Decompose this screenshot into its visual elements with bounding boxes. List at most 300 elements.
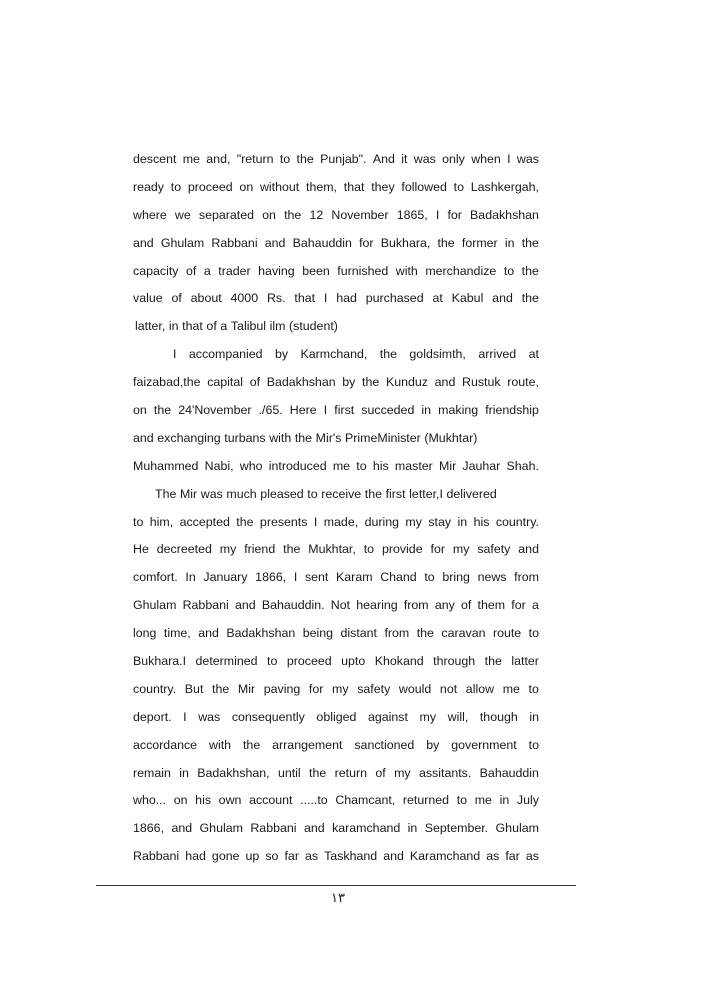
word: the	[212, 681, 230, 696]
word: me	[332, 458, 351, 473]
footer-rule	[96, 885, 576, 886]
word: Ghulam	[199, 821, 243, 836]
word: proceed	[187, 179, 233, 194]
word: descent	[133, 152, 177, 166]
word: making	[438, 403, 479, 418]
word: had	[185, 849, 206, 864]
word: the	[379, 347, 397, 362]
word: will,	[447, 709, 469, 724]
word: Rs.	[266, 291, 286, 306]
word: the	[437, 235, 455, 250]
word: Muhammed	[133, 458, 199, 473]
word: consequently	[231, 709, 305, 724]
word: Bukhara.I	[133, 654, 187, 669]
word: friendship	[485, 403, 539, 418]
text-line	[133, 372, 539, 400]
word: in	[529, 709, 539, 724]
word: former	[461, 235, 498, 250]
word: Mukhtar,	[308, 542, 356, 557]
word: where	[133, 207, 167, 222]
word: of	[375, 765, 386, 780]
text-line	[133, 818, 539, 846]
word: Here	[289, 403, 317, 418]
word: on	[133, 403, 147, 418]
word: the	[362, 375, 380, 390]
word: 1866,	[255, 570, 287, 585]
word: in	[179, 765, 189, 780]
word: Taskhand	[324, 849, 378, 864]
word: that	[343, 179, 365, 194]
text-line	[133, 400, 539, 428]
word: and	[171, 821, 193, 836]
word: delivered	[446, 486, 497, 501]
word: "return	[236, 152, 274, 166]
word: proceed	[286, 654, 332, 669]
word: friend	[244, 542, 276, 557]
word: pleased	[260, 486, 304, 501]
word: for	[447, 207, 462, 222]
word: Badakhshan	[266, 375, 336, 390]
word: with	[395, 263, 418, 278]
word: my	[394, 765, 411, 780]
word: through	[433, 654, 476, 669]
word: the	[309, 765, 327, 780]
word: capital	[207, 375, 244, 390]
word: to	[528, 737, 539, 752]
word: Jauhar	[462, 458, 501, 473]
word: distant	[340, 626, 377, 641]
word: on	[262, 207, 276, 222]
word: Mir	[237, 681, 256, 696]
word: Karam	[336, 570, 373, 585]
text-line	[133, 484, 539, 512]
word: for	[511, 598, 526, 613]
word: by	[342, 375, 356, 390]
word: arrived	[478, 347, 517, 362]
word: much	[226, 486, 257, 501]
text-line	[133, 205, 539, 233]
word: them	[477, 598, 506, 613]
word: In	[185, 570, 196, 585]
text-line	[133, 707, 539, 735]
word: Lashkergah,	[470, 179, 539, 194]
word: Karmchand,	[300, 347, 368, 362]
word: being	[302, 626, 334, 641]
word: ilm	[269, 319, 286, 334]
word: account	[249, 793, 293, 808]
word: I	[323, 403, 328, 418]
word: to	[307, 486, 318, 501]
word: on	[239, 179, 254, 194]
word: it	[401, 152, 408, 166]
word: Talibul	[230, 319, 266, 334]
text-line	[133, 790, 539, 818]
word: to	[356, 458, 367, 473]
word: sanctioned	[354, 737, 415, 752]
word: of	[185, 263, 197, 278]
text-line	[133, 316, 539, 344]
word: his	[195, 793, 212, 808]
word: purchased	[365, 291, 424, 306]
word: country.	[133, 681, 177, 696]
word: of	[171, 291, 182, 306]
word: in	[421, 403, 432, 418]
word: The	[155, 486, 177, 501]
word: with	[209, 737, 232, 752]
word: I	[435, 207, 440, 222]
word: for	[308, 681, 324, 696]
word: I	[323, 291, 328, 306]
word: a	[531, 598, 539, 613]
word: me	[182, 152, 200, 166]
text-line	[133, 233, 539, 261]
word: Karamchand	[409, 849, 481, 864]
word: the	[484, 654, 502, 669]
word: 24'November	[178, 403, 252, 418]
word: I	[173, 347, 177, 362]
text-line	[133, 456, 539, 484]
word: furnished	[337, 263, 389, 278]
word: him,	[149, 514, 174, 529]
word: was	[200, 486, 223, 501]
word: to	[279, 152, 291, 166]
word: gone	[211, 849, 240, 864]
word: caravan	[441, 626, 486, 641]
word: Bahauddin	[292, 235, 352, 250]
word: I	[293, 570, 298, 585]
word: exchanging	[157, 430, 221, 445]
word: accordance	[133, 737, 198, 752]
word: time,	[163, 626, 191, 641]
word: though	[479, 709, 518, 724]
word: and	[133, 235, 154, 250]
word: the	[521, 263, 539, 278]
word: the	[416, 626, 434, 641]
word: Rabbani	[211, 235, 258, 250]
body-text	[133, 149, 539, 874]
text-line	[133, 288, 539, 316]
word: I	[507, 152, 511, 166]
word: and	[518, 542, 539, 557]
word: so	[265, 849, 279, 864]
word: merchandize	[425, 263, 497, 278]
word: Badakhshan	[470, 207, 539, 222]
word: Kabul	[451, 291, 484, 306]
word: until	[277, 765, 301, 780]
word: trader	[218, 263, 251, 278]
word: against	[367, 709, 408, 724]
word: ./65.	[258, 403, 283, 418]
word: remain	[133, 765, 171, 780]
word: and	[198, 626, 219, 641]
word: who	[239, 458, 263, 473]
word: 1866,	[133, 821, 165, 836]
text-line	[133, 595, 539, 623]
word: was	[413, 152, 436, 166]
word: Khokand	[374, 654, 424, 669]
word: Chand	[380, 570, 417, 585]
word: was	[198, 709, 221, 724]
word: as	[525, 849, 539, 864]
word: latter,	[135, 319, 166, 334]
word: his	[372, 458, 389, 473]
word: Rabbani	[250, 821, 297, 836]
word: when	[471, 152, 501, 166]
word: on	[173, 793, 188, 808]
word: turbans	[224, 430, 266, 445]
word: I	[313, 514, 318, 529]
word: decreeted	[156, 542, 212, 557]
word: them,	[306, 179, 338, 194]
word: in	[407, 821, 418, 836]
word: bring	[442, 570, 470, 585]
word: November	[331, 207, 389, 222]
word: in	[457, 514, 468, 529]
text-line	[133, 567, 539, 595]
text-line	[133, 428, 539, 456]
word: latter	[511, 654, 539, 669]
word: Not	[330, 598, 351, 613]
word: Shah.	[506, 458, 539, 473]
word: Chamcant,	[335, 793, 396, 808]
word: was	[516, 152, 539, 166]
word: up	[245, 849, 260, 864]
word: the	[296, 152, 314, 166]
text-line	[133, 539, 539, 567]
word: from	[403, 598, 429, 613]
word: of	[461, 598, 472, 613]
word: news	[477, 570, 507, 585]
word: own	[218, 793, 242, 808]
word: a	[203, 263, 211, 278]
word: the	[283, 542, 301, 557]
word: at	[528, 347, 539, 362]
word: at	[432, 291, 443, 306]
word: Mir	[439, 458, 457, 473]
word: returned	[402, 793, 450, 808]
word: 4000	[230, 291, 259, 306]
word: Rabbani	[133, 849, 180, 864]
word: upto	[341, 654, 366, 669]
word: and	[234, 598, 256, 613]
word: (Mukhtar)	[424, 430, 478, 445]
text-line	[133, 512, 539, 540]
word: my	[219, 542, 237, 557]
word: arrangement	[272, 737, 343, 752]
word: Bahauddin.	[261, 598, 325, 613]
word: determined	[195, 654, 258, 669]
word: 12	[309, 207, 324, 222]
word: that	[182, 319, 203, 334]
word: me	[474, 793, 492, 808]
word: government	[451, 737, 517, 752]
word: the	[284, 207, 302, 222]
word: and	[492, 291, 513, 306]
word: January	[203, 570, 248, 585]
word: having	[258, 263, 295, 278]
word: me	[502, 681, 520, 696]
word: return	[334, 765, 368, 780]
text-line	[133, 149, 539, 177]
word: Bahauddin	[479, 765, 539, 780]
word: karamchand	[332, 821, 401, 836]
word: Bukhara,	[380, 235, 431, 250]
word: his	[473, 514, 490, 529]
word: country.	[495, 514, 539, 529]
text-line	[133, 651, 539, 679]
word: July	[516, 793, 539, 808]
word: presents	[259, 514, 308, 529]
word: far	[284, 849, 299, 864]
word: value	[133, 291, 163, 306]
word: my	[419, 709, 437, 724]
word: during	[364, 514, 400, 529]
word: capacity	[133, 263, 179, 278]
word: to	[528, 626, 539, 641]
text-line	[133, 735, 539, 763]
text-line	[133, 679, 539, 707]
word: introduced	[268, 458, 327, 473]
word: the	[153, 403, 172, 418]
word: Mir	[179, 486, 198, 501]
word: Rabbani	[182, 598, 229, 613]
word: in	[168, 319, 179, 334]
word: first	[385, 486, 406, 501]
word: to	[363, 542, 375, 557]
word: by	[426, 737, 440, 752]
word: ready	[133, 179, 164, 194]
text-line	[133, 763, 539, 791]
word: by	[275, 347, 289, 362]
word: sent	[304, 570, 329, 585]
word: provide	[381, 542, 423, 557]
word: and,	[206, 152, 231, 166]
word: my	[332, 681, 349, 696]
text-line	[133, 846, 539, 874]
word: they	[371, 179, 395, 194]
word: followed	[401, 179, 447, 194]
word: stay	[428, 514, 452, 529]
word: only	[442, 152, 465, 166]
word: in	[504, 235, 515, 250]
word: that	[294, 291, 316, 306]
word: route,	[507, 375, 539, 390]
word: we	[174, 207, 191, 222]
word: goldsimth,	[409, 347, 466, 362]
word: succeded	[361, 403, 415, 418]
word: comfort.	[133, 570, 178, 585]
word: not	[439, 681, 458, 696]
text-line	[133, 261, 539, 289]
word: hearing	[356, 598, 398, 613]
word: for	[430, 542, 445, 557]
word: obliged	[316, 709, 357, 724]
word: my	[452, 542, 470, 557]
word: as	[486, 849, 500, 864]
word: Rustuk	[462, 375, 501, 390]
word: to	[453, 179, 464, 194]
text-line	[133, 177, 539, 205]
word: to	[133, 514, 144, 529]
word: to	[170, 179, 182, 194]
word: separated	[198, 207, 254, 222]
word: Nabi,	[204, 458, 234, 473]
word: Punjab".	[320, 152, 367, 166]
word: PrimeMinister	[345, 430, 421, 445]
word: master	[394, 458, 433, 473]
word: (student)	[289, 319, 338, 334]
word: long	[133, 626, 157, 641]
word: Badakhshan,	[197, 765, 270, 780]
word: Badakhshan	[226, 626, 296, 641]
word: had	[336, 291, 357, 306]
word: as	[304, 849, 319, 864]
word: to	[503, 263, 515, 278]
word: the	[242, 737, 261, 752]
word: But	[184, 681, 204, 696]
word: and	[133, 430, 154, 445]
word: faizabad,the	[133, 375, 201, 390]
word: the	[521, 291, 539, 306]
word: far	[505, 849, 520, 864]
word: the	[294, 430, 313, 445]
word: 1865,	[396, 207, 428, 222]
word: Ghulam	[160, 235, 205, 250]
word: and	[264, 235, 286, 250]
word: made,	[323, 514, 359, 529]
word: to	[267, 654, 278, 669]
word: Kunduz	[385, 375, 428, 390]
text-line	[133, 344, 539, 372]
word: about	[190, 291, 222, 306]
word: first	[334, 403, 355, 418]
word: accepted	[179, 514, 230, 529]
word: to	[424, 570, 435, 585]
word: safety	[357, 681, 391, 696]
word: deport.	[133, 709, 172, 724]
word: Ghulam	[495, 821, 539, 836]
word: September.	[424, 821, 489, 836]
word: of	[206, 319, 217, 334]
word: and	[383, 849, 404, 864]
word: to	[456, 793, 468, 808]
word: been	[302, 263, 330, 278]
word: for	[359, 235, 374, 250]
word: safety	[477, 542, 511, 557]
word: my	[405, 514, 422, 529]
word: the	[521, 235, 539, 250]
word: Ghulam	[133, 598, 177, 613]
word: a	[220, 319, 228, 334]
word: paving	[263, 681, 301, 696]
word: letter,I	[409, 486, 443, 501]
word: assitants.	[418, 765, 472, 780]
word: who...	[133, 793, 167, 808]
word: the	[364, 486, 383, 501]
word: I	[183, 709, 187, 724]
word: .....to	[300, 793, 328, 808]
word: with	[269, 430, 292, 445]
word: Mir's	[315, 430, 342, 445]
word: would	[398, 681, 432, 696]
word: to	[528, 681, 539, 696]
text-line	[133, 623, 539, 651]
word: And	[372, 152, 395, 166]
word: of	[249, 375, 261, 390]
word: without	[259, 179, 300, 194]
word: from	[384, 626, 410, 641]
word: the	[236, 514, 254, 529]
